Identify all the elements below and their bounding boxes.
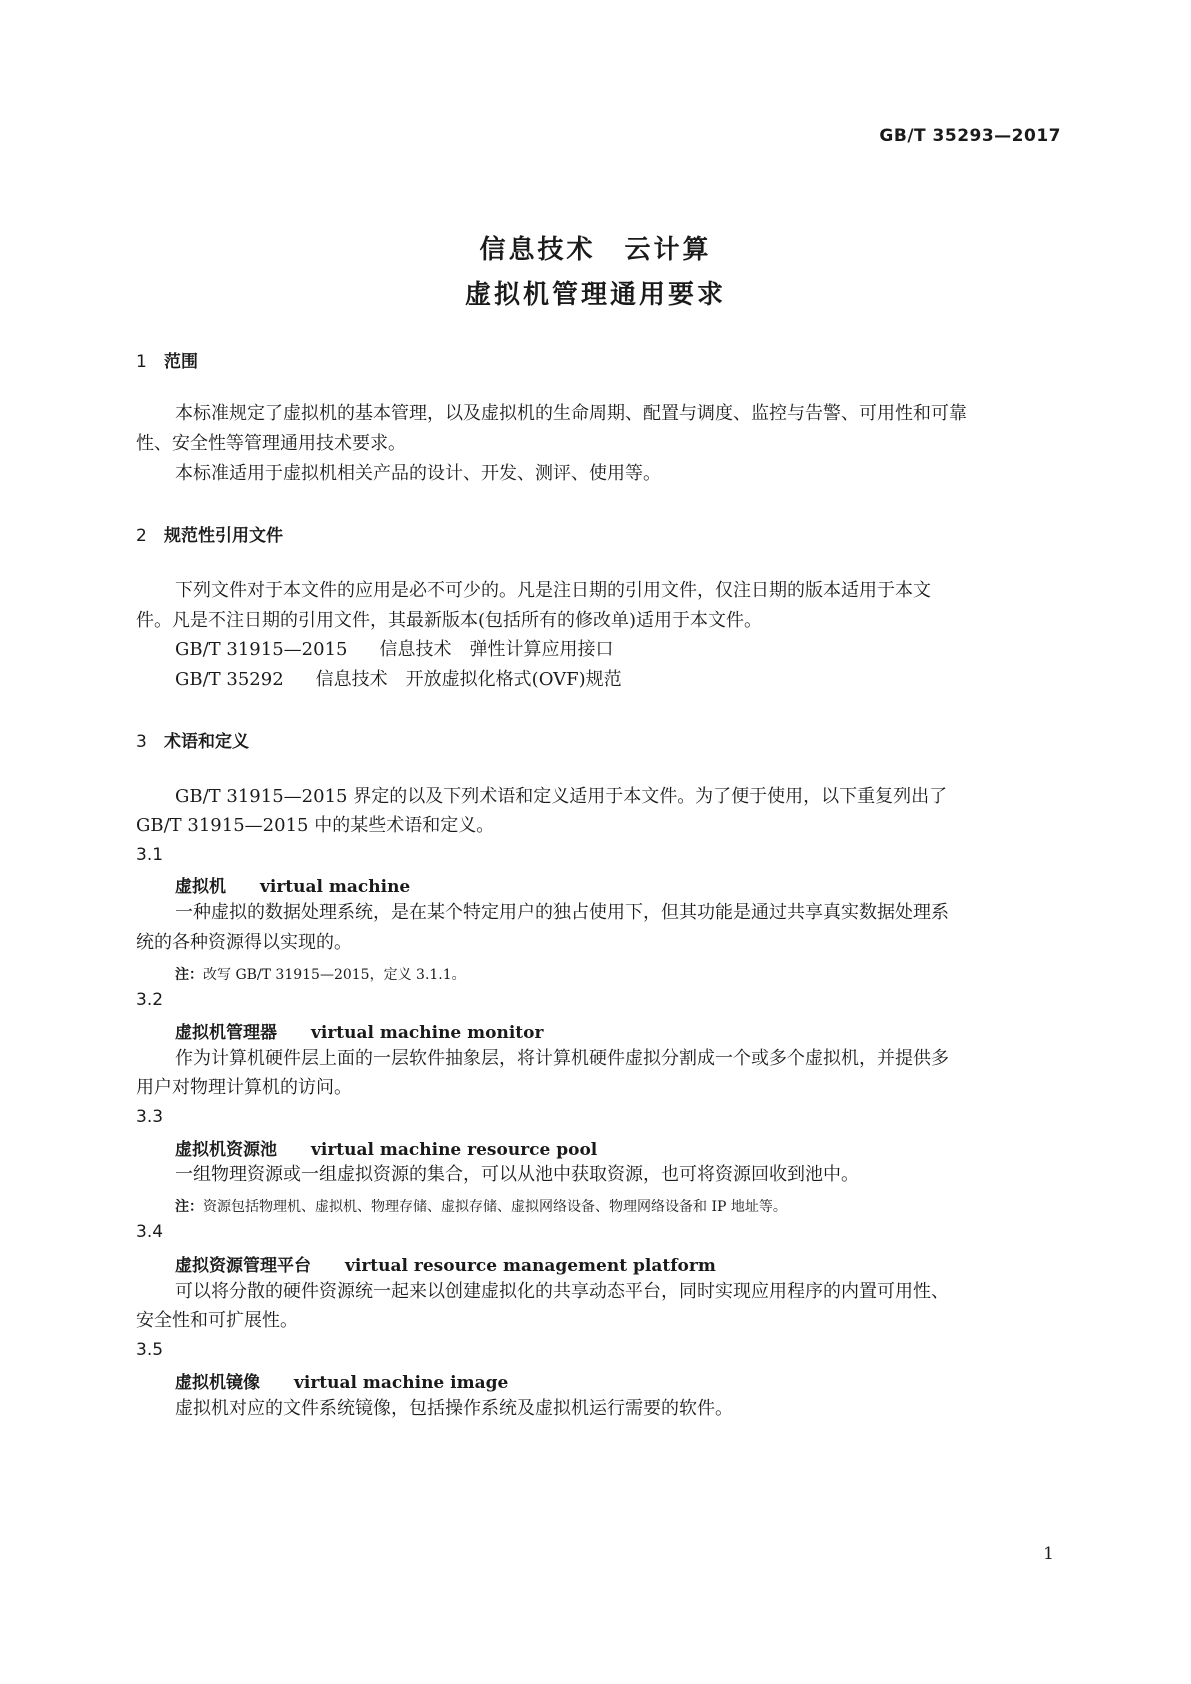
term-english: virtual resource management platform [345, 1256, 716, 1276]
note-text: 改写 GB/T 31915—2015，定义 3.1.1。 [203, 967, 466, 983]
term-entry [175, 1368, 508, 1393]
term-chinese: 虚拟资源管理平台 [175, 1256, 311, 1276]
note-label: 注： [175, 967, 203, 983]
term-note [175, 964, 466, 984]
paragraph-line: 本标准适用于虚拟机相关产品的设计、开发、测评、使用等。 [175, 463, 661, 484]
term-entry [175, 872, 410, 897]
section-title: 规范性引用文件 [164, 526, 283, 546]
term-number: 3.2 [136, 990, 164, 1010]
note-text: 资源包括物理机、虚拟机、物理存储、虚拟存储、虚拟网络设备、物理网络设备和 IP 地址等。 [203, 1199, 787, 1215]
term-chinese: 虚拟机管理器 [175, 1023, 277, 1043]
definition-line: 统的各种资源得以实现的。 [136, 932, 352, 953]
term-number: 3.4 [136, 1222, 164, 1242]
paragraph-line: GB/T 31915—2015 界定的以及下列术语和定义适用于本文件。为了便于使用，以下重复列出了 [175, 786, 948, 807]
term-chinese: 虚拟机镜像 [175, 1373, 260, 1393]
section-number: 3 [136, 732, 147, 752]
section-heading-normative-references [136, 521, 283, 546]
standard-code: GB/T 35293—2017 [879, 126, 1061, 146]
term-number: 3.5 [136, 1340, 164, 1360]
term-chinese: 虚拟机 [175, 877, 226, 897]
paragraph-line: 本标准规定了虚拟机的基本管理，以及虚拟机的生命周期、配置与调度、监控与告警、可用性和可靠 [175, 403, 967, 424]
reference-item [175, 667, 622, 693]
page-number: 1 [1043, 1544, 1054, 1564]
definition-line: 可以将分散的硬件资源统一起来以创建虚拟化的共享动态平台，同时实现应用程序的内置可用性、 [175, 1281, 949, 1302]
term-entry [175, 1018, 543, 1043]
document-title-line2: 虚拟机管理通用要求 [464, 280, 726, 310]
term-english: virtual machine [260, 877, 411, 897]
definition-line: 用户对物理计算机的访问。 [136, 1077, 352, 1098]
section-heading-scope [136, 347, 198, 372]
definition-line: 一种虚拟的数据处理系统，是在某个特定用户的独占使用下，但其功能是通过共享真实数据处理系 [175, 902, 949, 923]
note-label: 注： [175, 1199, 203, 1215]
reference-code: GB/T 35292 [175, 669, 284, 690]
definition-line: 虚拟机对应的文件系统镜像，包括操作系统及虚拟机运行需要的软件。 [175, 1398, 733, 1419]
term-english: virtual machine image [294, 1373, 509, 1393]
paragraph-line: 件。凡是不注日期的引用文件，其最新版本(包括所有的修改单)适用于本文件。 [136, 610, 763, 631]
term-english: virtual machine monitor [311, 1023, 544, 1043]
section-number: 2 [136, 526, 147, 546]
document-title-line1: 信息技术 云计算 [479, 235, 712, 265]
reference-name: 信息技术 弹性计算应用接口 [379, 639, 614, 660]
definition-line: 安全性和可扩展性。 [136, 1310, 298, 1331]
term-number: 3.1 [136, 845, 164, 865]
reference-item [175, 637, 613, 663]
reference-code: GB/T 31915—2015 [175, 639, 348, 660]
term-entry [175, 1251, 716, 1276]
term-entry [175, 1135, 597, 1160]
definition-line: 作为计算机硬件层上面的一层软件抽象层，将计算机硬件虚拟分割成一个或多个虚拟机，并提供多 [175, 1048, 949, 1069]
term-english: virtual machine resource pool [311, 1140, 598, 1160]
term-note [175, 1196, 787, 1216]
reference-name: 信息技术 开放虚拟化格式(OVF)规范 [315, 669, 622, 690]
term-number: 3.3 [136, 1107, 164, 1127]
term-chinese: 虚拟机资源池 [175, 1140, 277, 1160]
section-heading-terms-and-definitions [136, 727, 249, 752]
definition-line: 一组物理资源或一组虚拟资源的集合，可以从池中获取资源，也可将资源回收到池中。 [175, 1164, 859, 1185]
paragraph-line: 下列文件对于本文件的应用是必不可少的。凡是注日期的引用文件，仅注日期的版本适用于本文 [175, 580, 931, 601]
paragraph-line: GB/T 31915—2015 中的某些术语和定义。 [136, 815, 495, 836]
paragraph-line: 性、安全性等管理通用技术要求。 [136, 433, 406, 454]
section-title: 范围 [164, 352, 198, 372]
section-number: 1 [136, 352, 147, 372]
section-title: 术语和定义 [164, 732, 249, 752]
